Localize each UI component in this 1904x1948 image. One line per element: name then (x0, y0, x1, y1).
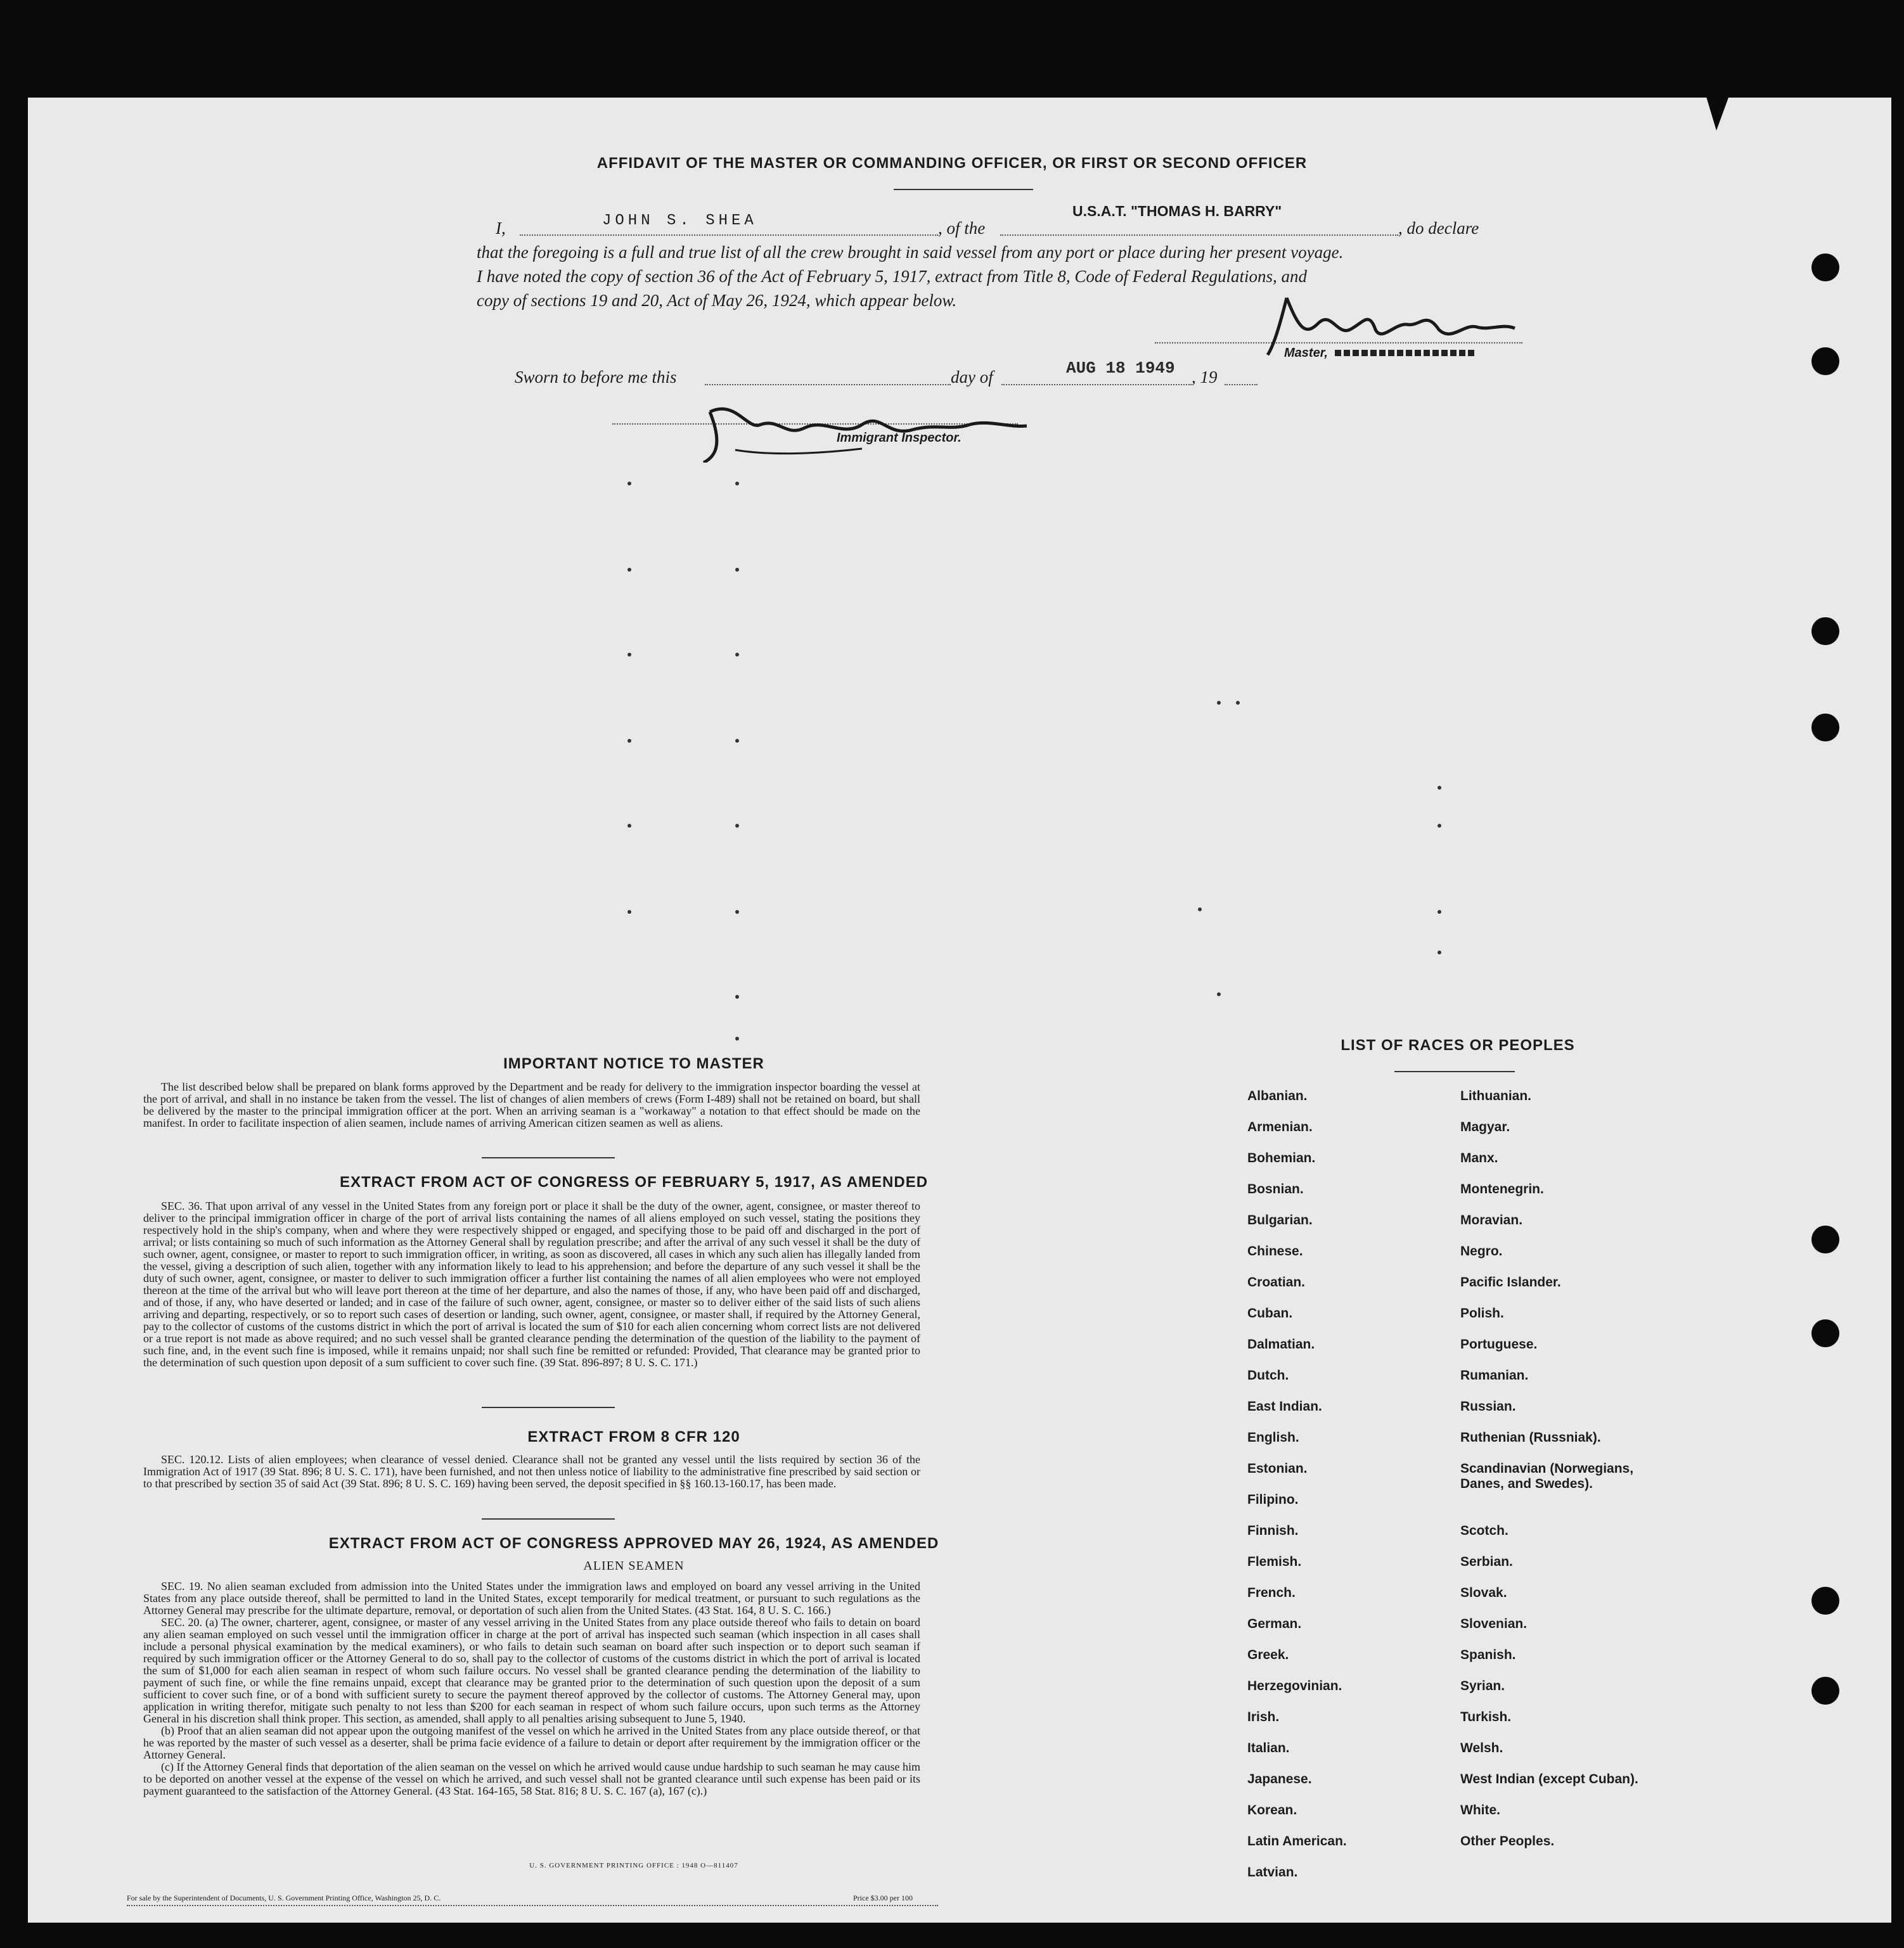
stray-mark (735, 1037, 739, 1041)
struck-text (1335, 350, 1474, 356)
inspector-caption: Immigrant Inspector. (837, 431, 962, 445)
race-item: Moravian. (1460, 1213, 1523, 1227)
date-stamp: AUG 18 1949 (1066, 359, 1175, 378)
race-item: English. (1247, 1430, 1299, 1445)
affidavit-line-4: copy of sections 19 and 20, Act of May 26, 1924, which appear below. (477, 291, 957, 310)
punch-hole (1811, 1677, 1839, 1705)
race-item: White. (1460, 1803, 1500, 1817)
year-line (1225, 384, 1258, 385)
race-item: Slovak. (1460, 1586, 1507, 1600)
race-item: Spanish. (1460, 1648, 1516, 1662)
footer-price: Price $3.00 per 100 (848, 1894, 913, 1903)
affidavit-line-3: I have noted the copy of section 36 of the Act of February 5, 1917, extract from Title 8, Code of Federal Regulations, and (477, 267, 1308, 286)
footer-rule (127, 1905, 938, 1906)
race-item: Chinese. (1247, 1244, 1303, 1259)
master-caption: Master, (1284, 346, 1328, 360)
race-item: Other Peoples. (1460, 1834, 1555, 1849)
title-divider (894, 189, 1033, 190)
stray-mark (1236, 701, 1240, 705)
stray-mark (1438, 824, 1441, 828)
race-item: Armenian. (1247, 1120, 1313, 1134)
races-left-column (1247, 1089, 1347, 1896)
race-item: Finnish. (1247, 1523, 1299, 1538)
vessel-name: U.S.A.T. "THOMAS H. BARRY" (1072, 203, 1282, 219)
race-item: French. (1247, 1586, 1296, 1600)
declarant-name: JOHN S. SHEA (602, 212, 757, 229)
races-title: LIST OF RACES OR PEOPLES (1341, 1037, 1575, 1054)
races-right-column (1460, 1089, 1676, 1865)
stray-mark (735, 568, 739, 572)
race-item: Dalmatian. (1247, 1337, 1315, 1352)
race-item: Syrian. (1460, 1679, 1505, 1693)
divider-2 (482, 1407, 615, 1408)
race-item: West Indian (except Cuban). (1460, 1772, 1638, 1786)
name-line (520, 234, 938, 236)
sec20b-text: (b) Proof that an alien seaman did not appear upon the outgoing manifest of the vessel on which he arrived in the United States from any place outside thereof, or that he was reported by the master of such vessel as a deserter, shall be prima facie evidence of a failure to detain or deport after requirement by the immigration officer or the Attorney General. (143, 1724, 920, 1761)
race-item: Bohemian. (1247, 1151, 1316, 1165)
race-item: Polish. (1460, 1306, 1504, 1321)
sworn-month-line (1001, 384, 1192, 385)
race-item: Russian. (1460, 1399, 1516, 1414)
gpo-imprint: U. S. GOVERNMENT PRINTING OFFICE : 1948 O—811407 (529, 1862, 738, 1869)
vessel-line (1000, 234, 1398, 236)
race-item: Rumanian. (1460, 1368, 1529, 1383)
notice-title: IMPORTANT NOTICE TO MASTER (503, 1055, 764, 1072)
sec20c-text: (c) If the Attorney General finds that deportation of the alien seaman on the vessel on which he arrived would cause undue hardship to such seaman he may cause him to be deported on another vessel at the expense of the vessel on which he arrived, and such vessel shall not be granted clearance until such expense has been paid or its payment guaranteed to the satisfaction of the Attorney General. (43 Stat. 164-165, 58 Stat. 816; 8 U. S. C. 167 (a), 167 (c).) (143, 1760, 920, 1797)
race-item: Turkish. (1460, 1710, 1512, 1724)
affidavit-title: AFFIDAVIT OF THE MASTER OR COMMANDING OFFICER, OR FIRST OR SECOND OFFICER (596, 155, 1308, 172)
race-item: Latin American. (1247, 1834, 1347, 1849)
extract-1924-title: EXTRACT FROM ACT OF CONGRESS APPROVED MAY 26, 1924, AS AMENDED (328, 1535, 939, 1552)
extract-cfr-body (143, 1454, 920, 1490)
race-item: Dutch. (1247, 1368, 1289, 1383)
extract-cfr-text: SEC. 120.12. Lists of alien employees; when clearance of vessel denied. Clearance shall not be granted any vessel until the lists required by section 36 of the Immigration Act of 1917 (39 Stat. 896; 8 U. S. C. 171), have been furnished, and not then unless notice of liability to the administrative fine prescribed by said section or to that prescribed by section 35 of said Act (39 Stat. 896; 8 U. S. C. 169) having been served, the deposit specified in §§ 160.13-160.17, has been made. (143, 1453, 920, 1490)
race-item: Serbian. (1460, 1554, 1513, 1569)
race-item: Slovenian. (1460, 1617, 1528, 1631)
race-item: Croatian. (1247, 1275, 1306, 1290)
race-item: German. (1247, 1617, 1302, 1631)
stray-mark (1438, 951, 1441, 954)
race-item: Bulgarian. (1247, 1213, 1313, 1227)
torn-corner (1705, 93, 1730, 131)
declarant-pronoun: I, (496, 219, 506, 238)
stray-mark (627, 739, 631, 743)
punch-hole (1811, 1226, 1839, 1253)
inspector-signature (697, 393, 1052, 463)
punch-hole (1811, 253, 1839, 281)
race-item: Scotch. (1460, 1523, 1508, 1538)
race-item: Irish. (1247, 1710, 1280, 1724)
race-item: Albanian. (1247, 1089, 1308, 1103)
race-item: Flemish. (1247, 1554, 1302, 1569)
race-item: Korean. (1247, 1803, 1297, 1817)
notice-text: The list described below shall be prepared on blank forms approved by the Department and be ready for delivery to the immigration inspector boarding the vessel at the port of arrival, and shall in no instance be taken from the vessel. The list of changes of alien members of crews (Form I-489) shall not be retained on board, but shall be delivered by the master to the principal immigration officer at the port. When an arriving seaman is a "workaway" a notation to that effect should be made on the manifest. In order to facilitate inspection of alien seamen, include names of arriving American citizen seamen as well as aliens. (143, 1080, 920, 1129)
punch-hole (1811, 347, 1839, 375)
extract-1917-title: EXTRACT FROM ACT OF CONGRESS OF FEBRUARY 5, 1917, AS AMENDED (339, 1174, 929, 1191)
punch-hole (1811, 1319, 1839, 1347)
of-the-text: , of the (938, 219, 986, 238)
stray-mark (627, 824, 631, 828)
sec19-text: SEC. 19. No alien seaman excluded from admission into the United States under the immigration laws and employed on board any vessel arriving in the United States from any place outside thereof, shall be permitted to land in the United States, except temporarily for medical treatment, or pursuant to such regulations as the Attorney General may prescribe for the ultimate departure, removal, or deportation of such alien from the United States. (43 Stat. 164, 8 U. S. C. 166.) (143, 1580, 920, 1617)
race-item: Bosnian. (1247, 1182, 1304, 1196)
punch-hole (1811, 714, 1839, 741)
race-item: Negro. (1460, 1244, 1503, 1259)
sworn-prefix: Sworn to before me this (515, 368, 677, 387)
race-item: Scandinavian (Norwegians, Danes, and Swedes). (1460, 1461, 1634, 1491)
race-item: Herzegovinian. (1247, 1679, 1342, 1693)
stray-mark (735, 739, 739, 743)
race-item: Montenegrin. (1460, 1182, 1544, 1196)
stray-mark (627, 910, 631, 914)
punch-hole (1811, 617, 1839, 645)
race-item: Manx. (1460, 1151, 1498, 1165)
alien-seamen-subtitle: ALIEN SEAMEN (583, 1559, 685, 1573)
stray-mark (735, 482, 739, 485)
punch-hole (1811, 1587, 1839, 1615)
footer-sale: For sale by the Superintendent of Documents, U. S. Government Printing Office, Washington 25, D. C. (127, 1894, 446, 1903)
do-declare-text: , do declare (1398, 219, 1479, 238)
stray-mark (1438, 910, 1441, 914)
races-divider (1394, 1071, 1515, 1072)
race-item: Cuban. (1247, 1306, 1293, 1321)
extract-1917-body (143, 1200, 920, 1369)
day-of-text: day of (951, 368, 993, 387)
stray-mark (735, 995, 739, 999)
race-item: Lithuanian. (1460, 1089, 1531, 1103)
stray-mark (1198, 907, 1202, 911)
stray-mark (627, 482, 631, 485)
sec20a-text: SEC. 20. (a) The owner, charterer, agent, consignee, or master of any vessel arriving in the United States from any place outside thereof who fails to detain on board any alien seaman employed on such vessel until the immigration officer in charge at the port of arrival has inspected such seaman (which inspection in all cases shall include a personal physical examination by the medical examiners), or who fails to detain such seaman on board after such inspection or to deport such seaman if required by such immigration officer or the Attorney General to do so, shall pay to the collector of customs of the customs district in which the port of arrival is located the sum of $1,000 for each alien seaman in respect of whom such failure occurs. No vessel shall be granted clearance pending the determination of the liability to payment of such fine, or while the fine remains unpaid, except that clearance may be granted prior to the determination of such question upon the deposit of a sum sufficient to cover such fine, or of a bond with sufficient surety to secure the payment thereof approved by the collector of customs. The Attorney General may, upon application in writing therefor, mitigate such penalty to not less than $200 for each seaman in respect of whom such failure occurs, upon such terms as the Attorney General in his discretion shall think proper. This section, as amended, shall apply to all penalties arising subsequent to June 5, 1940. (143, 1616, 920, 1725)
extract-1917-text: SEC. 36. That upon arrival of any vessel in the United States from any foreign port or place it shall be the duty of the owner, agent, consignee, or master thereof to deliver to the principal immigration officer in charge of the port of arrival lists containing the names of all aliens employed on such vessel, stating the positions they respectively hold in the ship's company, when and where they were respectively shipped or engaged, and specifying those to be paid off and discharged in the port of arrival; or lists containing so much of such information as the Attorney General shall by regulation prescribe; and after the arrival of any such vessel it shall be the duty of such owner, agent, consignee, or master to report to such immigration officer, in writing, as soon as discovered, all cases in which any such alien has illegally landed from the vessel, giving a description of such alien, together with any information likely to lead to his apprehension; and before the departure of any such vessel it shall be the duty of such owner, agent, consignee, or master to deliver to such immigration officer a further list containing the names of all alien employees who were not employed thereon at the time of the arrival but who will leave port thereon at the time of her departure, and also the names of those, if any, who have been paid off and discharged, and of those, if any, who have deserted or landed; and in case of the failure of such owner, agent, consignee, or master so to deliver either of the said lists of such aliens arriving and departing, respectively, or so to report such cases of desertion or landing, such owner, agent, consignee, or master shall, if required by the Attorney General, pay to the collector of customs of the customs district in which the port of arrival is located the sum of $10 for each alien concerning whom correct lists are not delivered or a true report is not made as above required; and no such vessel shall be granted clearance pending the determination of the question of the liability to the payment of such fine, and, in the event such fine is imposed, while it remains unpaid; nor shall such fine be remitted or refunded: Provided, That clearance may be granted prior to the determination of such question upon deposit of a sum sufficient to cover such fine. (39 Stat. 896-897; 8 U. S. C. 171.) (143, 1200, 920, 1369)
race-item: Estonian. (1247, 1461, 1308, 1476)
race-item: Pacific Islander. (1460, 1275, 1561, 1290)
stray-mark (735, 653, 739, 657)
race-item: Magyar. (1460, 1120, 1510, 1134)
stray-mark (627, 568, 631, 572)
affidavit-line-2: that the foregoing is a full and true list of all the crew brought in said vessel from any port or place during her present voyage. (477, 243, 1344, 262)
stray-mark (735, 910, 739, 914)
race-item: Latvian. (1247, 1865, 1298, 1880)
race-item: Japanese. (1247, 1772, 1312, 1786)
race-item: East Indian. (1247, 1399, 1322, 1414)
extract-1924-body (143, 1580, 920, 1797)
stray-mark (627, 653, 631, 657)
race-item: Portuguese. (1460, 1337, 1538, 1352)
race-item: Italian. (1247, 1741, 1290, 1755)
race-item: Ruthenian (Russniak). (1460, 1430, 1601, 1445)
divider-3 (482, 1518, 615, 1520)
stray-mark (735, 824, 739, 828)
race-item: Welsh. (1460, 1741, 1503, 1755)
divider-1 (482, 1157, 615, 1158)
stray-mark (1438, 786, 1441, 790)
stray-mark (1217, 701, 1221, 705)
sworn-day-line (705, 384, 951, 385)
race-item: Greek. (1247, 1648, 1289, 1662)
year-prefix: , 19 (1192, 368, 1218, 387)
stray-mark (1217, 992, 1221, 996)
notice-body (143, 1081, 920, 1129)
extract-cfr-title: EXTRACT FROM 8 CFR 120 (527, 1428, 740, 1445)
race-item: Filipino. (1247, 1492, 1299, 1507)
